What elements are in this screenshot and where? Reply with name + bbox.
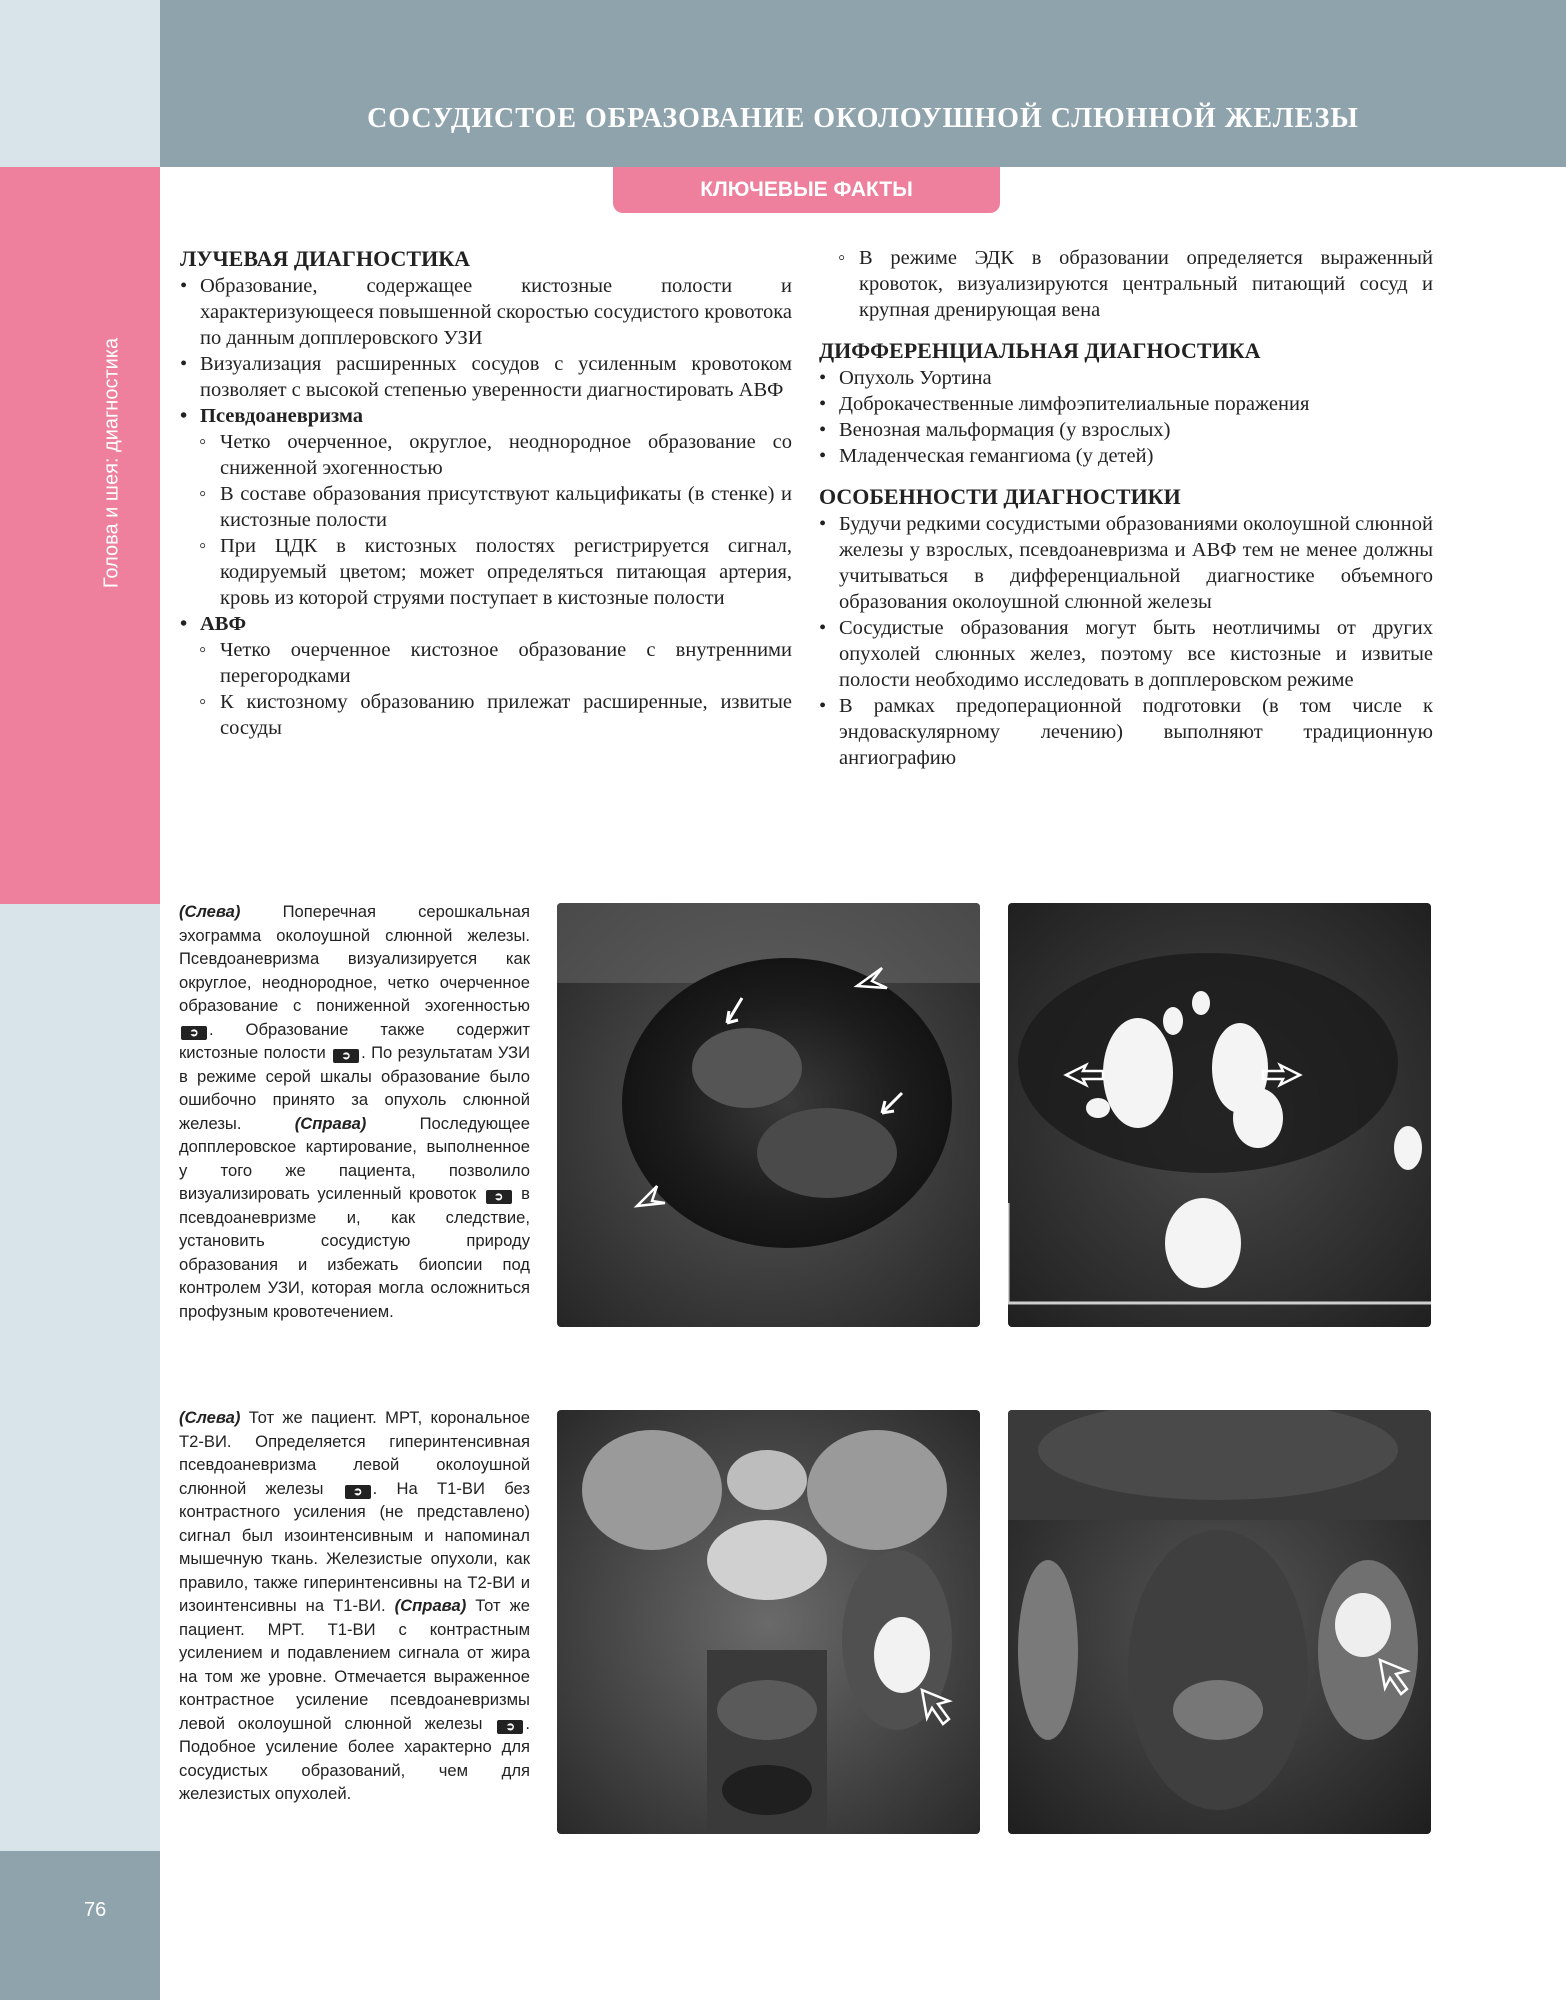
ultrasound-grayscale-image (557, 903, 980, 1327)
pseudoaneurysm-subheading: • Псевдоаневризма (180, 403, 792, 429)
left-text-column (180, 245, 792, 741)
mri-caption (179, 1406, 530, 1806)
arrow-marker-icon: ➲ (181, 1026, 207, 1040)
list-item: • Визуализация расширенных сосудов с усиленным кровотоком позволяет с высокой степенью уверенности диагностировать АВФ (180, 351, 792, 403)
caption-text: Последующее допплеровское картирование, выполненное у того же пациента, позволило визуализировать усиленный кровоток (179, 1113, 530, 1203)
list-item: • Образование, содержащее кистозные полости и характеризующееся повышенной скоростью сосудистого кровотока по данным допплеровского УЗИ (180, 273, 792, 351)
list-item: • Будучи редкими сосудистыми образованиями околоушной слюнной железы у взрослых, псевдоаневризма и АВФ тем не менее должны учитываться в дифференциальной диагностике объемного образования околоушной слюнной железы (819, 511, 1433, 615)
continuation-list (819, 245, 1433, 323)
features-heading: ОСОБЕННОСТИ ДИАГНОСТИКИ (819, 484, 1181, 509)
list-item: ◦ Четко очерченное, округлое, неоднородное образование со сниженной эхогенностью (180, 429, 792, 481)
arrow-marker-icon: ➲ (345, 1485, 371, 1499)
caption-label-left: (Слева) (179, 902, 241, 921)
imaging-list (180, 273, 792, 741)
list-item: • Венозная мальформация (у взрослых) (819, 417, 1433, 443)
sidebar-light-band (0, 904, 160, 1851)
caption-text: в псевдоаневризме и, как следствие, установить сосудистую природу образования и избежать биопсии под контролем УЗИ, которая могла осложниться профузным кровотечением. (179, 1184, 530, 1321)
arrow-marker-icon: ➲ (486, 1190, 512, 1204)
list-item: ◦ В режиме ЭДК в образовании определяется выраженный кровоток, визуализируются центральный питающий сосуд и крупная дренирующая вена (819, 245, 1433, 323)
caption-text: Поперечная серошкальная эхограмма околоушной слюнной железы. Псевдоаневризма визуализируется как округлое, неоднородное, четко очерченное образование с пониженной эхогенностью (179, 902, 530, 1015)
key-facts-tab: КЛЮЧЕВЫЕ ФАКТЫ (613, 167, 1000, 213)
caption-label-right: (Справа) (294, 1113, 367, 1133)
list-item: ◦ При ЦДК в кистозных полостях регистрируется сигнал, кодируемый цветом; может определяться питающая артерия, кровь из которой струями поступает в кистозные полости (180, 533, 792, 611)
caption-label-right: (Справа) (394, 1596, 467, 1615)
list-item: • Младенческая гемангиома (у детей) (819, 443, 1433, 469)
ultrasound-doppler-image (1008, 903, 1431, 1327)
caption-text: Тот же пациент. МРТ. Т1-ВИ с контрастным усилением и подавлением сигнала от жира на том же уровне. Отмечается выраженное контрастное усиление псевдоаневризмы левой околоушной слюнной железы (179, 1596, 530, 1733)
ultrasound-caption (179, 900, 530, 1323)
list-item: ◦ В составе образования присутствуют кальцификаты (в стенке) и кистозные полости (180, 481, 792, 533)
right-text-column (819, 245, 1433, 771)
arrow-marker-icon: ➲ (497, 1720, 523, 1734)
differential-list (819, 365, 1433, 469)
caption-text: . На Т1-ВИ без контрастного усиления (не представлено) сигнал был изоинтенсивным и напоминал мышечную ткань. Железистые опухоли, как правило, также гиперинтенсивны на Т2-ВИ и изоинтенсивны на Т1-ВИ. (179, 1478, 530, 1615)
sidebar-top-block (0, 0, 160, 167)
page-number: 76 (84, 1899, 107, 1921)
mri-t2-image (557, 1410, 980, 1834)
section-label-text: Голова и шея: диагностика (100, 337, 123, 589)
differential-heading: ДИФФЕРЕНЦИАЛЬНАЯ ДИАГНОСТИКА (819, 338, 1261, 363)
page-header (160, 0, 1566, 167)
sidebar-section-band (0, 167, 160, 904)
imaging-heading: ЛУЧЕВАЯ ДИАГНОСТИКА (180, 246, 471, 271)
caption-text: . Образование также содержит кистозные полости (179, 1019, 530, 1062)
avf-subheading: • АВФ (180, 611, 792, 637)
arrow-marker-icon: ➲ (333, 1049, 359, 1063)
list-item: ◦ К кистозному образованию прилежат расширенные, извитые сосуды (180, 689, 792, 741)
features-list (819, 511, 1433, 771)
list-item: • Доброкачественные лимфоэпителиальные поражения (819, 391, 1433, 417)
list-item: • Опухоль Уортина (819, 365, 1433, 391)
list-item: • Сосудистые образования могут быть неотличимы от других опухолей слюнных желез, поэтому все кистозные и извитые полости необходимо исследовать в допплеровском режиме (819, 615, 1433, 693)
caption-text: . По результатам УЗИ в режиме серой шкалы образование было ошибочно принято за опухоль слюнной железы. (179, 1043, 530, 1133)
mri-t1-contrast-image (1008, 1410, 1431, 1834)
list-item: • В рамках предоперационной подготовки (в том числе к эндоваскулярному лечению) выполняют традиционную ангиографию (819, 693, 1433, 771)
caption-text: . Подобное усиление более характерно для сосудистых образований, чем для железистых опухолей. (179, 1713, 530, 1803)
sidebar-bottom-block (0, 1851, 160, 2000)
page-title: СОСУДИСТОЕ ОБРАЗОВАНИЕ ОКОЛОУШНОЙ СЛЮННОЙ ЖЕЛЕЗЫ (367, 103, 1359, 134)
caption-text: Тот же пациент. МРТ, корональное Т2-ВИ. Определяется гиперинтенсивная псевдоаневризма левой околоушной слюнной железы (179, 1408, 530, 1498)
caption-label-left: (Слева) (179, 1408, 241, 1427)
list-item: ◦ Четко очерченное кистозное образование с внутренними перегородками (180, 637, 792, 689)
